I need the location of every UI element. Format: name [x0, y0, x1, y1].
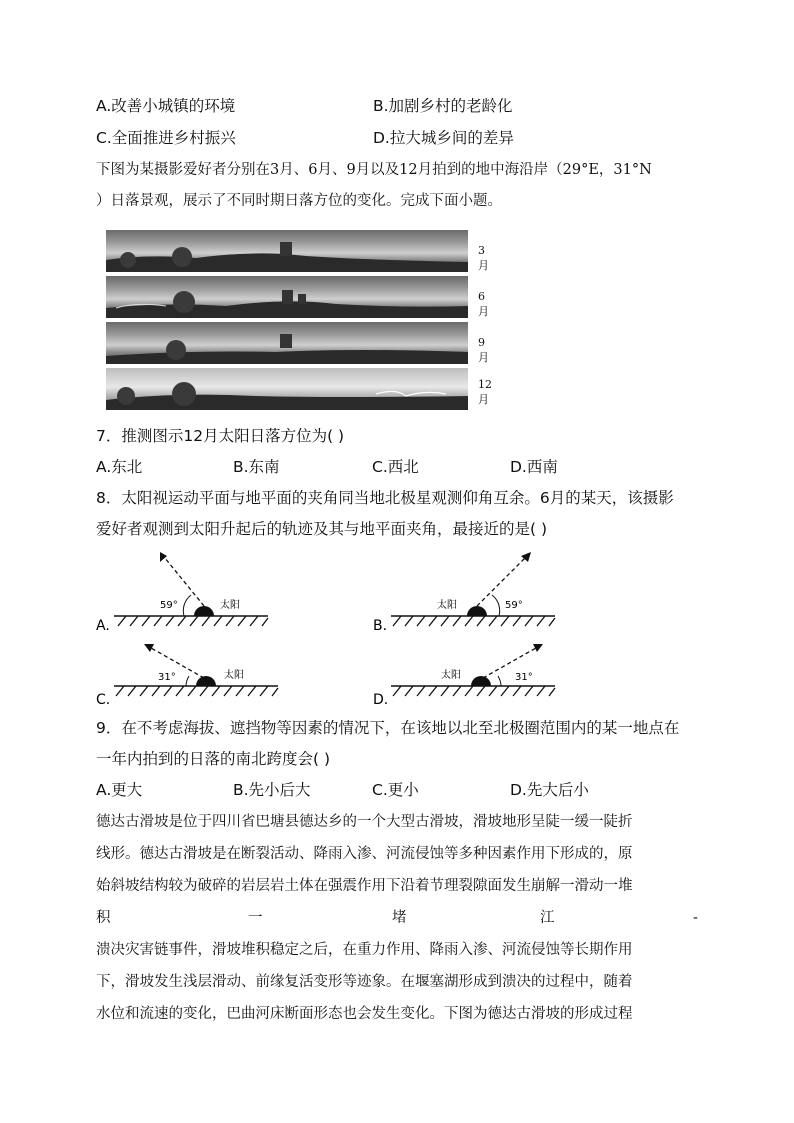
q6-option-c[interactable]: C.全面推进乡村振兴 — [96, 129, 236, 147]
passage-line-2: 线形。德达古滑坡是在断裂活动、降雨入渗、河流侵蚀等多种因素作用下形成的，原 — [96, 846, 633, 862]
sunset-photo-june — [106, 276, 468, 318]
q8-option-b-letter: B. — [373, 618, 388, 634]
q9-option-a[interactable]: A.更大 — [96, 781, 143, 799]
q7-stem: 7．推测图示12月太阳日落方位为( ) — [96, 427, 345, 445]
q8-option-a-diagram[interactable] — [94, 546, 284, 636]
q9-option-d[interactable]: D.先大后小 — [510, 781, 589, 799]
passage-line-3: 始斜坡结构较为破碎的岩层岩土体在强震作用下沿着节理裂隙面发生崩解一滑动一堆 — [96, 878, 633, 894]
passage-line-1: 德达古滑坡是位于四川省巴塘县德达乡的一个大型古滑坡，滑坡地形呈陡一缓一陡折 — [96, 814, 633, 830]
q8-option-a-angle: 59° — [160, 600, 178, 611]
month-label-june: 6月 — [478, 290, 489, 318]
photo-intro-line-2: ）日落景观，展示了不同时期日落方位的变化。完成下面小题。 — [96, 193, 502, 209]
passage-line-5: 溃决灾害链事件，滑坡堆积稳定之后，在重力作用、降雨入渗、河流侵蚀等长期作用 — [96, 942, 633, 958]
passage-line-4-word-5: - — [693, 910, 698, 926]
q8-option-d-letter: D. — [373, 692, 389, 706]
q8-option-d-diagram[interactable] — [371, 630, 561, 706]
passage-line-4-word-3: 堵 — [392, 910, 407, 926]
q8-stem-line-2: 爱好者观测到太阳升起后的轨迹及其与地平面夹角，最接近的是( ) — [96, 520, 548, 538]
q6-option-b[interactable]: B.加剧乡村的老龄化 — [373, 97, 513, 115]
sunset-photo-december — [106, 368, 468, 410]
month-label-december: 12月 — [478, 378, 492, 406]
q8-option-d-angle: 31° — [515, 672, 533, 683]
q9-stem-line-2: 一年内拍到的日落的南北跨度会( ) — [96, 750, 331, 768]
sunset-photo-september — [106, 322, 468, 364]
q8-option-c-sun-label: 太阳 — [224, 670, 244, 681]
q8-option-c-diagram[interactable] — [94, 630, 284, 706]
passage-line-4-word-4: 江 — [540, 910, 555, 926]
q8-option-d-sun-label: 太阳 — [441, 670, 461, 681]
q7-option-d[interactable]: D.西南 — [510, 458, 558, 476]
photo-intro-line-1: 下图为某摄影爱好者分别在3月、6月、9月以及12月拍到的地中海沿岸（29°E，31°N — [96, 162, 652, 178]
q8-option-a-letter: A. — [96, 618, 110, 634]
q7-option-a[interactable]: A.东北 — [96, 458, 143, 476]
passage-line-7: 水位和流速的变化，巴曲河床断面形态也会发生变化。下图为德达古滑坡的形成过程 — [96, 1006, 633, 1022]
passage-line-4-word-1: 积 — [96, 910, 111, 926]
q8-option-a-sun-label: 太阳 — [220, 600, 240, 611]
q7-option-c[interactable]: C.西北 — [372, 458, 419, 476]
q9-option-c[interactable]: C.更小 — [372, 781, 419, 799]
q9-option-b[interactable]: B.先小后大 — [233, 781, 311, 799]
month-label-march: 3月 — [478, 244, 489, 272]
q8-stem-line-1: 8．太阳视运动平面与地平面的夹角同当地北极星观测仰角互余。6月的某天，该摄影 — [96, 489, 674, 507]
q6-option-a[interactable]: A.改善小城镇的环境 — [96, 97, 236, 115]
q8-option-b-diagram[interactable] — [371, 546, 561, 636]
q8-option-c-angle: 31° — [158, 672, 176, 683]
passage-line-4-word-2: 一 — [248, 910, 263, 926]
sunset-photo-march — [106, 230, 468, 272]
passage-line-6: 下，滑坡发生浅层滑动、前缘复活变形等迹象。在堰塞湖形成到溃决的过程中，随着 — [96, 974, 633, 990]
month-label-september: 9月 — [478, 336, 489, 364]
q9-stem-line-1: 9．在不考虑海拔、遮挡物等因素的情况下，在该地以北至北极圈范围内的某一地点在 — [96, 719, 680, 737]
q7-option-b[interactable]: B.东南 — [233, 458, 280, 476]
sunset-photo-figure — [106, 230, 492, 410]
q8-option-b-angle: 59° — [505, 600, 523, 611]
q8-option-c-letter: C. — [96, 692, 111, 706]
q6-option-d[interactable]: D.拉大城乡间的差异 — [373, 129, 514, 147]
q8-option-b-sun-label: 太阳 — [437, 600, 457, 611]
